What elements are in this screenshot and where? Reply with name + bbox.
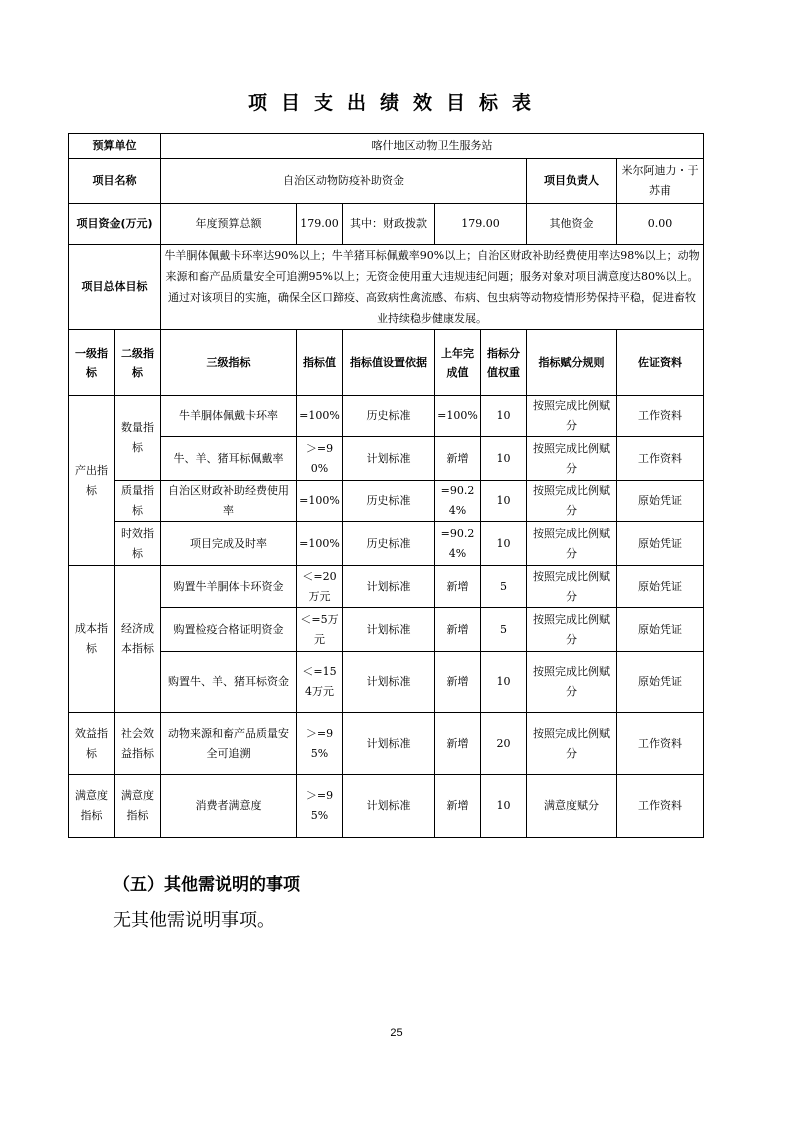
- indicator-evidence: 原始凭证: [617, 481, 704, 522]
- indicator-weight: 10: [481, 437, 527, 481]
- indicator-last: 新增: [435, 652, 481, 713]
- indicator-basis: 计划标准: [343, 775, 435, 838]
- annual-budget-label: 年度预算总额: [161, 204, 297, 245]
- indicator-last: 新增: [435, 608, 481, 652]
- indicator-evidence: 原始凭证: [617, 566, 704, 608]
- indicator-value: ＞=95%: [297, 713, 343, 775]
- header-basis: 指标值设置依据: [343, 330, 435, 396]
- group-satisfaction: 满意度指标: [69, 775, 115, 838]
- indicator-basis: 计划标准: [343, 652, 435, 713]
- indicator-rule: 按照完成比例赋分: [527, 652, 617, 713]
- header-rule: 指标赋分规则: [527, 330, 617, 396]
- indicator-value: ＜=20万元: [297, 566, 343, 608]
- indicator-name: 动物来源和畜产品质量安全可追溯: [161, 713, 297, 775]
- group-benefit: 效益指标: [69, 713, 115, 775]
- budget-unit-label: 预算单位: [69, 134, 161, 159]
- indicator-evidence: 工作资料: [617, 775, 704, 838]
- table-row: [69, 396, 704, 437]
- group-output: 产出指标: [69, 396, 115, 566]
- indicator-evidence: 工作资料: [617, 713, 704, 775]
- indicator-value: ＜=154万元: [297, 652, 343, 713]
- fiscal-allocation-value: 179.00: [435, 204, 527, 245]
- indicator-evidence: 工作资料: [617, 437, 704, 481]
- group-quality: 质量指标: [115, 481, 161, 522]
- indicator-weight: 5: [481, 566, 527, 608]
- section-heading: （五）其他需说明的事项: [113, 875, 300, 895]
- group-quantity: 数量指标: [115, 396, 161, 481]
- table-row: [69, 608, 704, 652]
- indicator-basis: 历史标准: [343, 522, 435, 566]
- project-leader-label: 项目负责人: [527, 159, 617, 204]
- indicator-last: 新增: [435, 775, 481, 838]
- header-evidence: 佐证资料: [617, 330, 704, 396]
- indicator-last: =90.24%: [435, 522, 481, 566]
- table-row: [69, 566, 704, 608]
- header-level1: 一级指标: [69, 330, 115, 396]
- indicator-weight: 10: [481, 775, 527, 838]
- indicator-evidence: 原始凭证: [617, 652, 704, 713]
- indicator-rule: 满意度赋分: [527, 775, 617, 838]
- other-funds-value: 0.00: [617, 204, 704, 245]
- other-funds-label: 其他资金: [527, 204, 617, 245]
- group-social: 社会效益指标: [115, 713, 161, 775]
- indicator-value: =100%: [297, 481, 343, 522]
- group-timeliness: 时效指标: [115, 522, 161, 566]
- indicator-value: ＞=90%: [297, 437, 343, 481]
- table-row: [69, 652, 704, 713]
- table-row: [69, 775, 704, 838]
- project-name-value: 自治区动物防疫补助资金: [161, 159, 527, 204]
- indicator-weight: 10: [481, 522, 527, 566]
- indicator-rule: 按照完成比例赋分: [527, 608, 617, 652]
- indicator-name: 购置检疫合格证明资金: [161, 608, 297, 652]
- indicator-value: ＜=5万元: [297, 608, 343, 652]
- indicator-last: 新增: [435, 437, 481, 481]
- indicator-name: 购置牛、羊、猪耳标资金: [161, 652, 297, 713]
- indicator-rule: 按照完成比例赋分: [527, 481, 617, 522]
- indicator-rule: 按照完成比例赋分: [527, 522, 617, 566]
- table-row: [69, 437, 704, 481]
- indicator-last: 新增: [435, 713, 481, 775]
- overall-goal-text: 牛羊胴体佩戴卡环率达90%以上；牛羊猪耳标佩戴率90%以上；自治区财政补助经费使用率达98%以上；动物来源和畜产品质量安全可追溯95%以上；无资金使用重大违规违纪问题；服务对象对项目满意度达80%以上。通过对该项目的实施，确保全区口蹄疫、高致病性禽流感、布病、包虫病等动物疫情形势保持平稳，促进畜牧业持续稳步健康发展。: [161, 245, 704, 330]
- indicator-value: ＞=95%: [297, 775, 343, 838]
- group-economic: 经济成本指标: [115, 566, 161, 713]
- indicator-evidence: 原始凭证: [617, 608, 704, 652]
- indicator-weight: 10: [481, 396, 527, 437]
- indicator-basis: 计划标准: [343, 566, 435, 608]
- section-text: 无其他需说明事项。: [113, 910, 275, 931]
- indicator-weight: 20: [481, 713, 527, 775]
- header-level2: 二级指标: [115, 330, 161, 396]
- indicator-weight: 10: [481, 652, 527, 713]
- indicator-evidence: 工作资料: [617, 396, 704, 437]
- indicator-name: 牛羊胴体佩戴卡环率: [161, 396, 297, 437]
- page-number: 25: [390, 1027, 403, 1039]
- indicator-weight: 10: [481, 481, 527, 522]
- indicator-basis: 历史标准: [343, 481, 435, 522]
- indicator-name: 购置牛羊胴体卡环资金: [161, 566, 297, 608]
- project-name-label: 项目名称: [69, 159, 161, 204]
- budget-unit-value: 喀什地区动物卫生服务站: [161, 134, 704, 159]
- group-satisfaction-sub: 满意度指标: [115, 775, 161, 838]
- indicator-value: =100%: [297, 396, 343, 437]
- fiscal-allocation-label: 其中：财政拨款: [343, 204, 435, 245]
- indicator-last: 新增: [435, 566, 481, 608]
- project-funds-label: 项目资金(万元): [69, 204, 161, 245]
- indicator-rule: 按照完成比例赋分: [527, 713, 617, 775]
- indicator-name: 项目完成及时率: [161, 522, 297, 566]
- header-value: 指标值: [297, 330, 343, 396]
- indicator-last: =100%: [435, 396, 481, 437]
- project-leader-value: 米尔阿迪力・于苏甫: [617, 159, 704, 204]
- indicator-rule: 按照完成比例赋分: [527, 396, 617, 437]
- indicator-value: =100%: [297, 522, 343, 566]
- performance-table: [68, 133, 704, 838]
- indicator-weight: 5: [481, 608, 527, 652]
- overall-goal-label: 项目总体目标: [69, 245, 161, 330]
- header-level3: 三级指标: [161, 330, 297, 396]
- indicator-name: 牛、羊、猪耳标佩戴率: [161, 437, 297, 481]
- indicator-name: 自治区财政补助经费使用率: [161, 481, 297, 522]
- indicator-rule: 按照完成比例赋分: [527, 437, 617, 481]
- indicator-basis: 历史标准: [343, 396, 435, 437]
- table-row: [69, 522, 704, 566]
- indicator-basis: 计划标准: [343, 437, 435, 481]
- indicator-name: 消费者满意度: [161, 775, 297, 838]
- indicator-evidence: 原始凭证: [617, 522, 704, 566]
- group-cost: 成本指标: [69, 566, 115, 713]
- table-row: [69, 713, 704, 775]
- indicator-basis: 计划标准: [343, 713, 435, 775]
- annual-budget-value: 179.00: [297, 204, 343, 245]
- indicator-basis: 计划标准: [343, 608, 435, 652]
- header-weight: 指标分值权重: [481, 330, 527, 396]
- indicator-last: =90.24%: [435, 481, 481, 522]
- table-row: [69, 481, 704, 522]
- header-last-year: 上年完成值: [435, 330, 481, 396]
- page-title: 项目支出绩效目标表: [247, 92, 545, 114]
- indicator-rule: 按照完成比例赋分: [527, 566, 617, 608]
